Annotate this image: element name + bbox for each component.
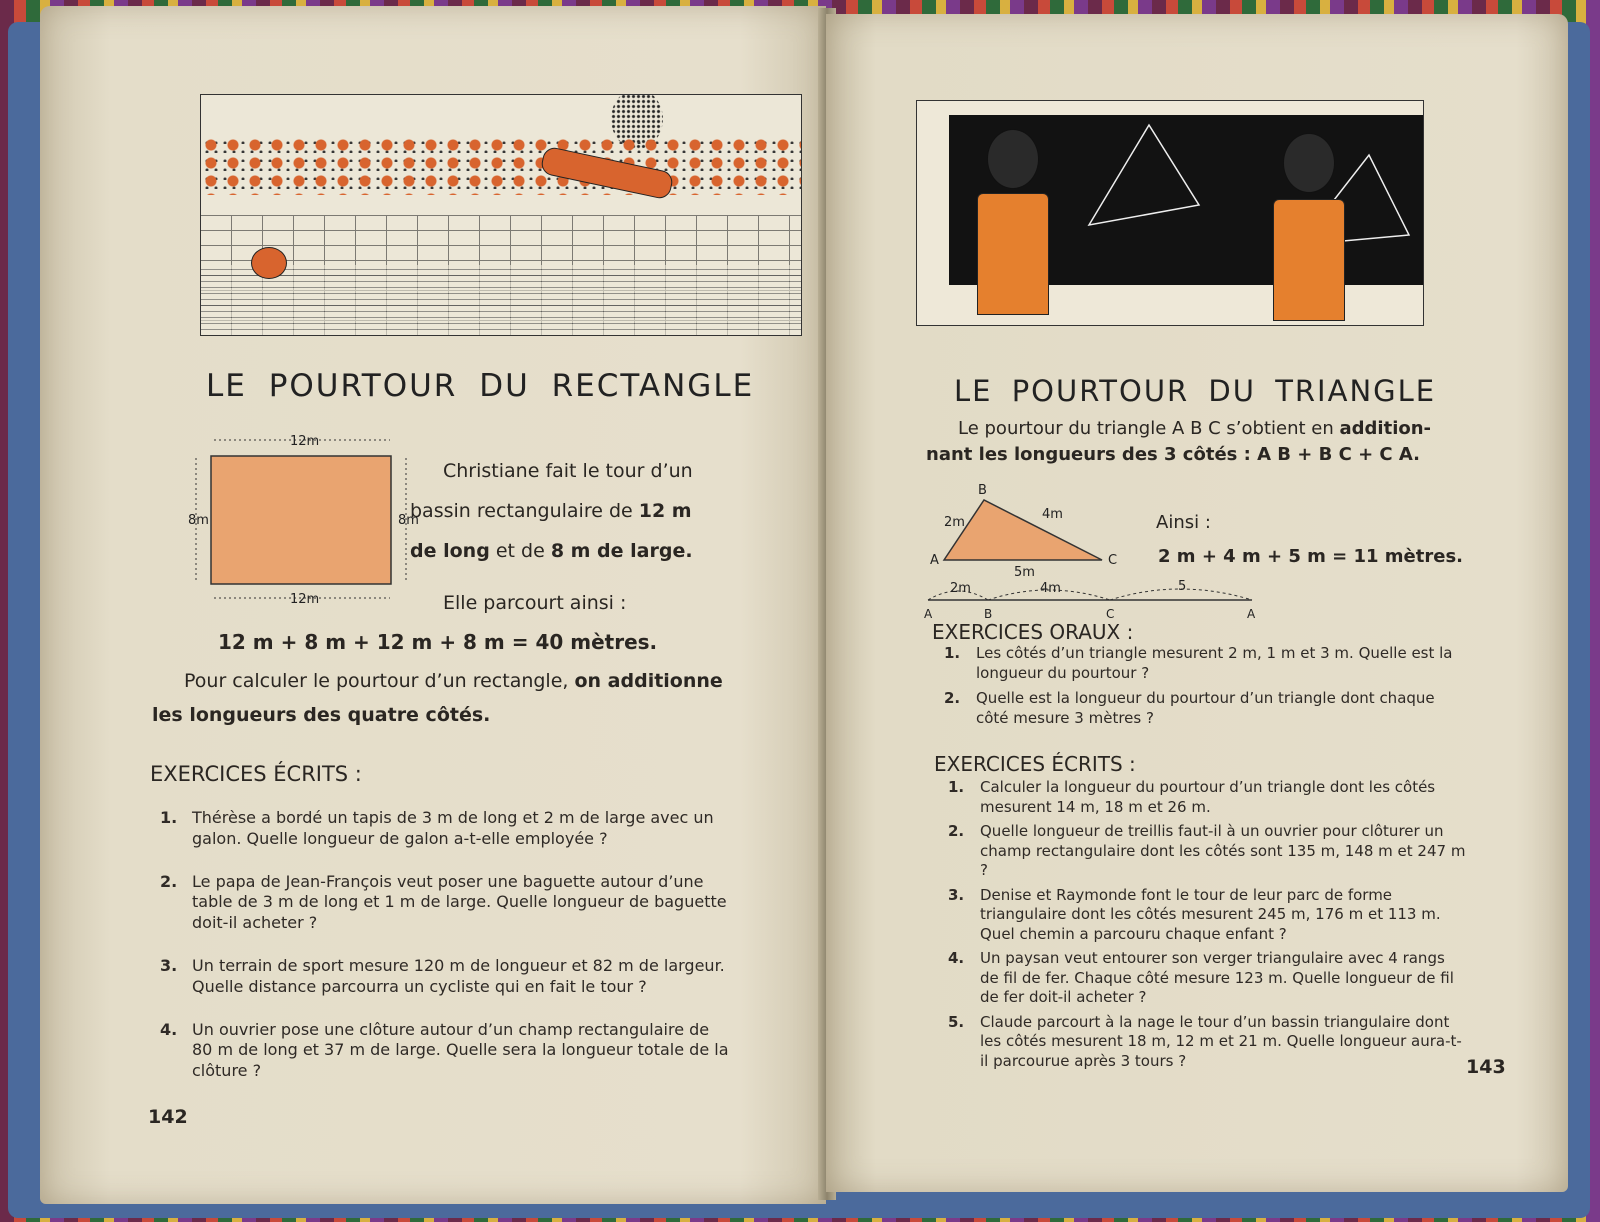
item-text: Un terrain de sport mesure 120 m de longueur et 82 m de largeur. Quelle distance parcourra un cycliste qui en fait le tour ? (192, 955, 725, 996)
boy-drawing (977, 193, 1049, 315)
item-number: 1. (948, 778, 965, 796)
intro-line-1a: Le pourtour du triangle A B C s’obtient en (958, 418, 1340, 439)
intro-line-3 (410, 538, 693, 566)
intro-line-3b: et de (489, 540, 551, 562)
ainsi-label: Ainsi : (1156, 512, 1211, 533)
list-item (160, 1020, 730, 1082)
item-number: 1. (944, 644, 961, 662)
girl-drawing (1273, 199, 1345, 321)
item-number: 3. (948, 885, 965, 904)
item-number: 2. (944, 689, 961, 707)
side-bc-label: 4m (1042, 507, 1063, 522)
list-item (948, 778, 1468, 817)
intro-line-2b: 12 m (638, 500, 692, 522)
intro-line-2 (410, 498, 692, 526)
item-text: Un ouvrier pose une clôture autour d’un champ rectangulaire de 80 m de long et 37 m de large. Quelle sera la longueur totale de la clôture ? (192, 1019, 729, 1081)
page-number: 142 (148, 1106, 188, 1128)
equation: 12 m + 8 m + 12 m + 8 m = 40 mètres. (218, 630, 658, 654)
item-text: Un paysan veut entourer son verger triangulaire avec 4 rangs de fil de fer. Chaque côté mesure 123 m. Quelle longueur de fil de fer doit-il acheter ? (980, 949, 1454, 1006)
flower-hedge-drawing (201, 135, 801, 195)
intro-line-2a: bassin rectangulaire de (410, 500, 639, 522)
page-title: LE POURTOUR DU RECTANGLE (206, 368, 755, 404)
intro-line-3c: 8 m de large. (550, 540, 693, 562)
label-bottom: 12m (290, 592, 320, 607)
side-ab-label: 2m (944, 515, 965, 530)
blackboard-illustration (916, 100, 1424, 326)
swimming-pool-illustration (200, 94, 802, 336)
boy-head-drawing (987, 129, 1039, 189)
vertex-b: B (978, 484, 987, 498)
intro-line-1 (958, 416, 1431, 442)
written-exercises-heading: EXERCICES ÉCRITS : (934, 752, 1136, 776)
label-left: 8m (188, 513, 209, 528)
exercises-list (160, 808, 730, 1082)
vertex-c: C (1108, 553, 1118, 568)
swimming-girl-drawing (251, 247, 287, 279)
list-item (944, 644, 1464, 683)
line-label-2: 2m (950, 581, 971, 596)
pool-water-drawing (201, 265, 801, 335)
item-number: 4. (948, 949, 965, 967)
list-item (944, 689, 1464, 728)
line-label-4: 4m (1040, 581, 1061, 596)
list-item (160, 956, 730, 998)
girl-head-drawing (1283, 133, 1335, 193)
list-item (948, 949, 1468, 1008)
oral-exercises-list (944, 644, 1464, 728)
rule-line-2: les longueurs des quatre côtés. (152, 704, 491, 726)
item-text: Quelle longueur de treillis faut-il à un ouvrier pour clôturer un champ rectangulaire dont les côtés sont 135 m, 148 m et 247 m ? (980, 822, 1466, 879)
rule-line-1a: Pour calculer le pourtour d’un rectangle, (184, 670, 575, 692)
line-point-a: A (924, 607, 933, 621)
line-point-a-end: A (1247, 607, 1256, 621)
rule-line-1b: on additionne (574, 670, 723, 692)
list-item (948, 886, 1468, 945)
label-right: 8m (398, 513, 419, 528)
line-point-b: B (984, 607, 993, 621)
list-item (948, 1013, 1468, 1072)
item-number: 5. (948, 1012, 965, 1031)
list-item (160, 808, 730, 850)
page-number: 143 (1466, 1056, 1506, 1078)
intro-line-2: nant les longueurs des 3 côtés : A B + B C + C A. (926, 444, 1421, 465)
intro-line-3a: de long (410, 540, 490, 562)
intro-line-1b: addition- (1339, 418, 1432, 439)
item-number: 3. (160, 955, 178, 975)
page-title: LE POURTOUR DU TRIANGLE (954, 374, 1437, 408)
vertex-a: A (930, 553, 939, 568)
parcourt-line: Elle parcourt ainsi : (443, 592, 627, 614)
written-exercises-list (948, 778, 1468, 1071)
rectangle-shape (211, 456, 391, 584)
item-number: 2. (948, 822, 965, 840)
side-ca-label: 5m (1014, 565, 1035, 580)
left-page (40, 6, 826, 1204)
list-item (948, 822, 1468, 881)
item-text: Le papa de Jean-François veut poser une baguette autour d’une table de 3 m de long et 1 m de large. Quelle longueur de baguette doit-il acheter ? (192, 871, 727, 933)
label-top: 12m (290, 434, 320, 449)
line-point-c: C (1106, 607, 1115, 621)
item-number: 2. (160, 871, 178, 891)
rectangle-diagram (140, 426, 430, 616)
oral-exercises-heading: EXERCICES ORAUX : (932, 620, 1134, 644)
list-item (160, 872, 730, 934)
item-text: Les côtés d’un triangle mesurent 2 m, 1 m et 3 m. Quelle est la longueur du pourtour ? (976, 644, 1453, 682)
right-page (826, 14, 1568, 1192)
item-number: 4. (160, 1019, 178, 1039)
item-text: Quelle est la longueur du pourtour d’un triangle dont chaque côté mesure 3 mètres ? (976, 689, 1435, 727)
item-text: Thérèse a bordé un tapis de 3 m de long et 2 m de large avec un galon. Quelle longueur de galon a-t-elle employée ? (192, 808, 714, 848)
item-text: Claude parcourt à la nage le tour d’un bassin triangulaire dont les côtés mesurent 18 m, 12 m et 21 m. Quelle longueur aura-t-il parcourue après 3 tours ? (980, 1012, 1462, 1070)
item-number: 1. (160, 808, 178, 827)
item-text: Calculer la longueur du pourtour d’un triangle dont les côtés mesurent 14 m, 18 m et 26 m. (980, 778, 1436, 816)
intro-line-1: Christiane fait le tour d’un (443, 460, 693, 482)
equation: 2 m + 4 m + 5 m = 11 mètres. (1158, 546, 1464, 567)
triangle-shape (944, 500, 1102, 560)
line-label-5: 5 (1178, 579, 1187, 594)
exercises-heading: EXERCICES ÉCRITS : (150, 762, 362, 786)
rule-line-1 (184, 668, 723, 696)
item-text: Denise et Raymonde font le tour de leur parc de forme triangulaire dont les côtés mesurent 245 m, 176 m et 113 m. Quel chemin a parcouru chaque enfant ? (980, 885, 1441, 943)
